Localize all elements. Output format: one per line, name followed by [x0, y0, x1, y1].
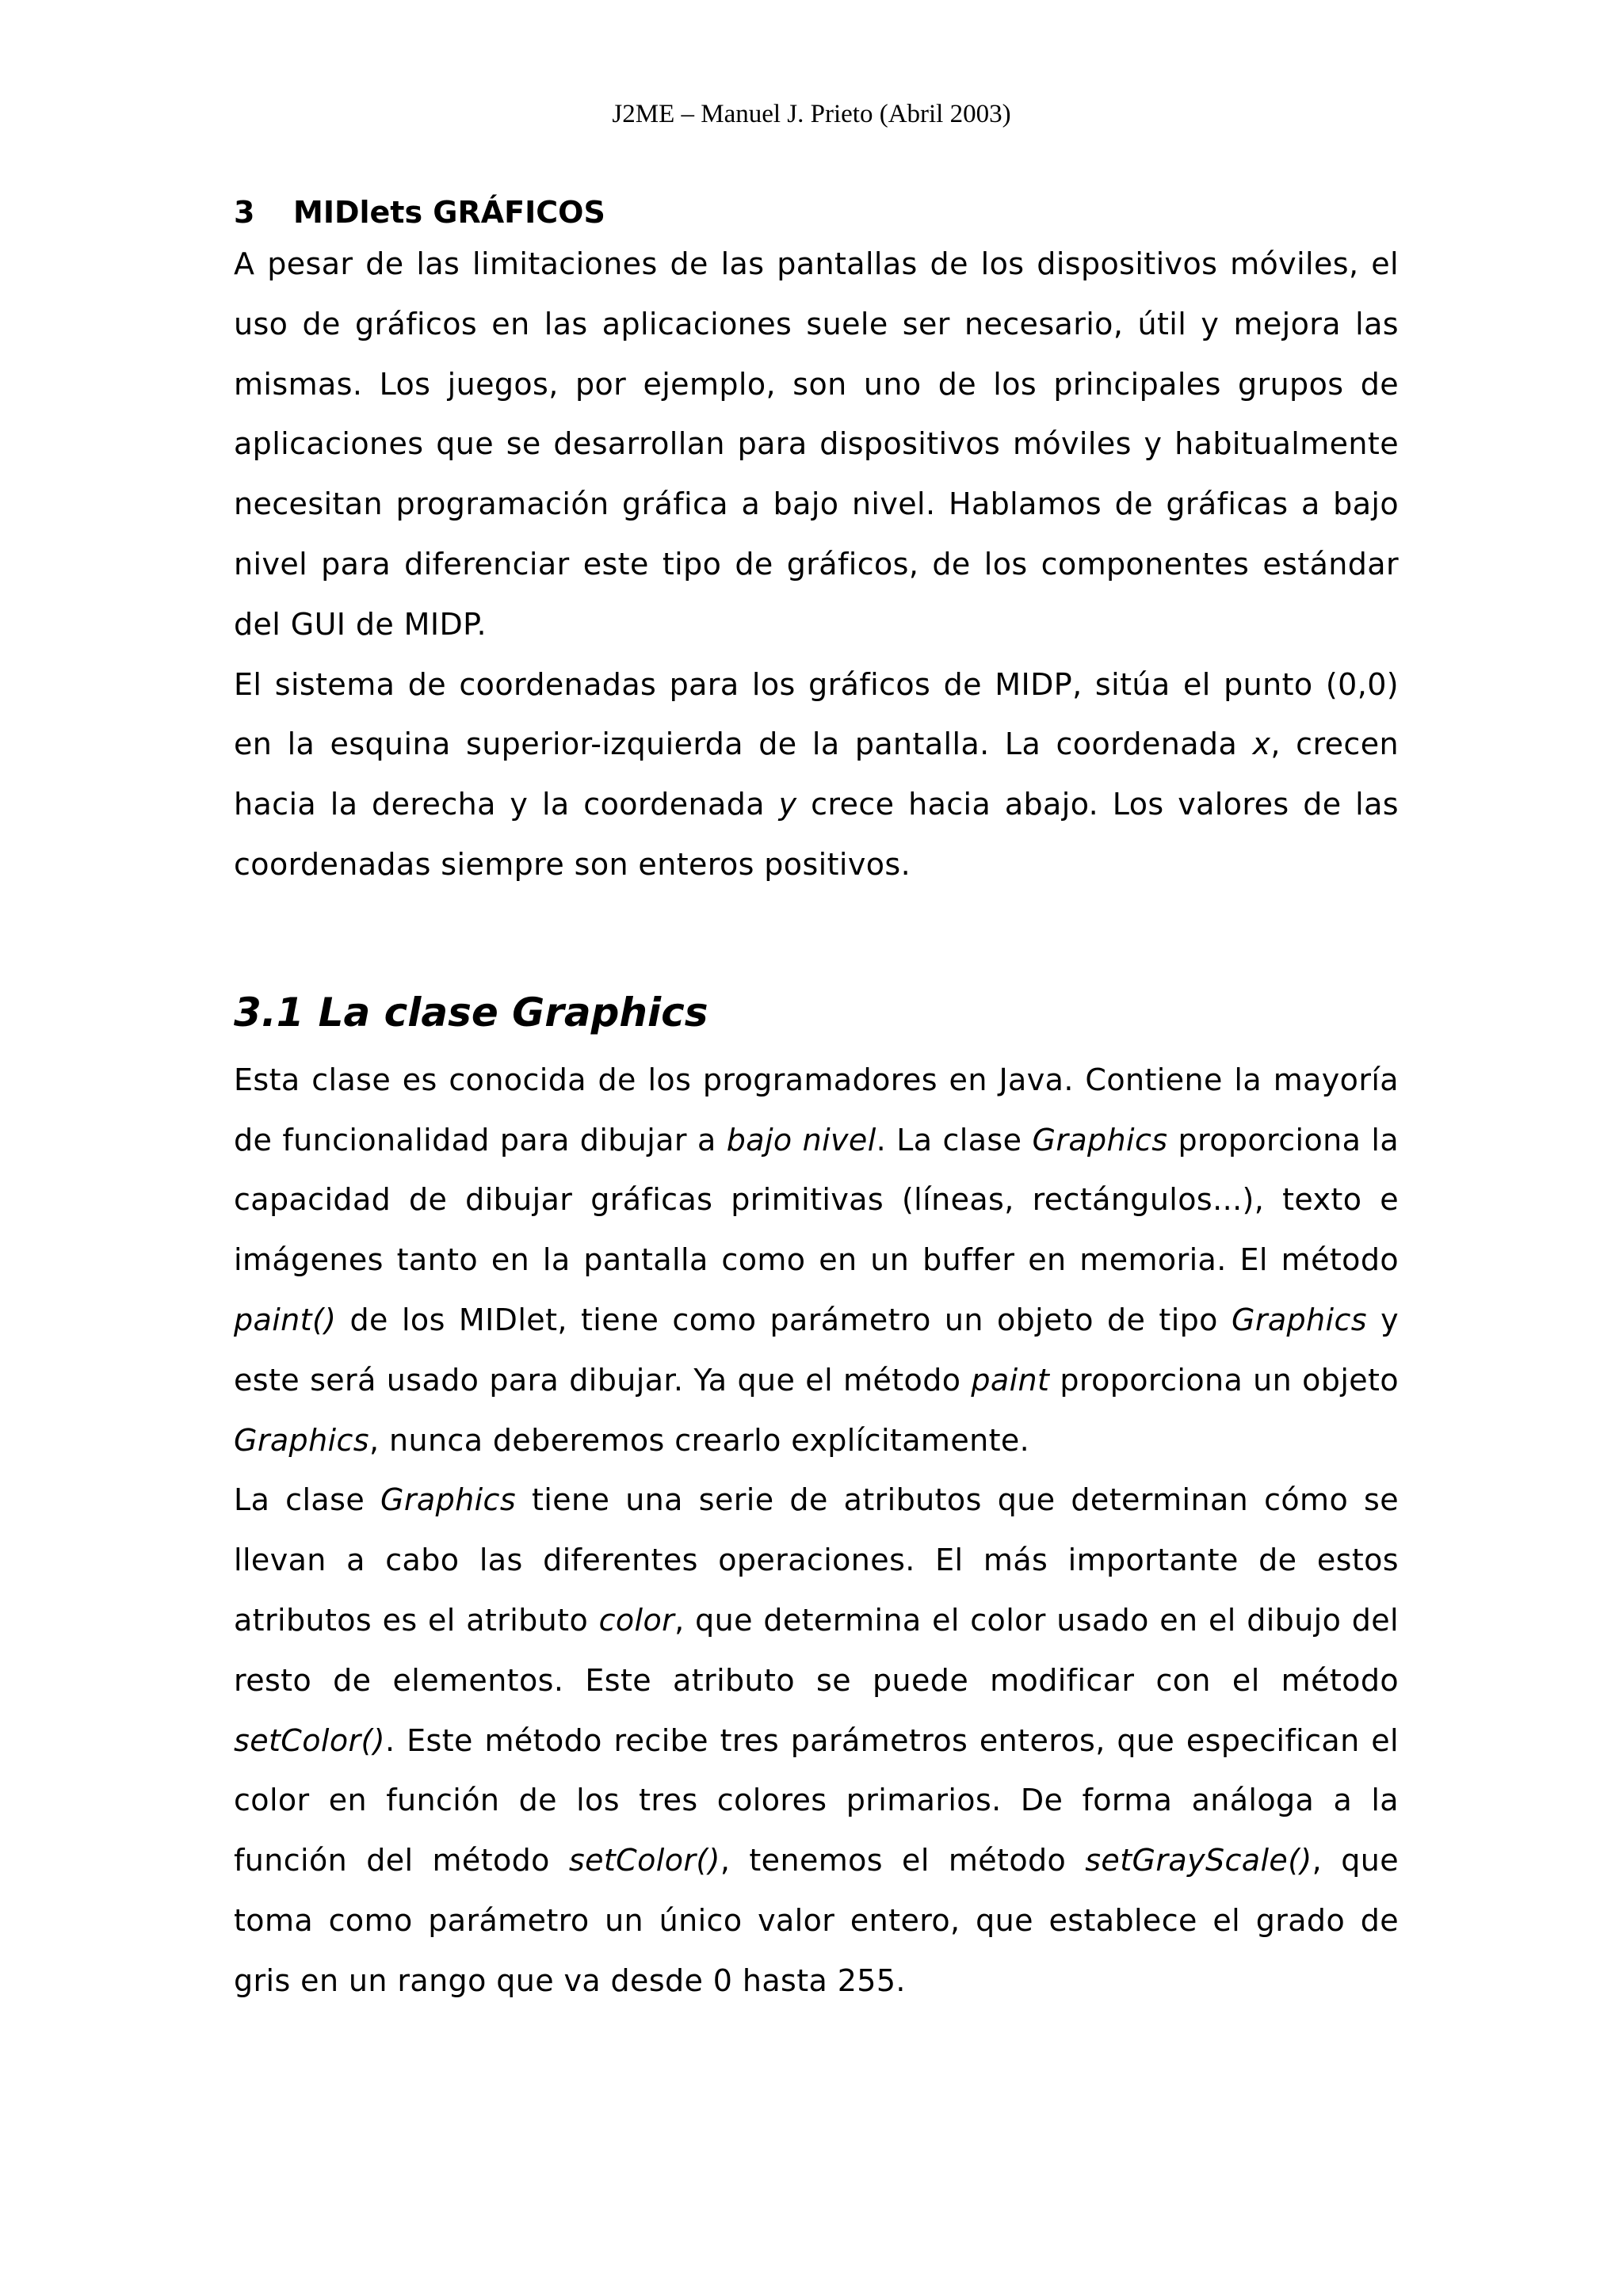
section-3-paragraph-2 — [234, 655, 1399, 895]
paragraph-text: , tenemos el método — [720, 1843, 1086, 1878]
section-3-paragraph-1 — [234, 235, 1399, 655]
section-3-1-number: 3.1 — [234, 989, 304, 1035]
italic-text: bajo nivel — [726, 1122, 876, 1158]
paragraph-text: La clase — [234, 1482, 381, 1518]
paragraph-text: . La clase — [876, 1122, 1033, 1158]
section-3-1-paragraph-1 — [234, 1051, 1399, 1471]
italic-text: setColor() — [568, 1843, 720, 1878]
section-3-1-title: La clase Graphics — [318, 989, 708, 1035]
paragraph-text: proporciona un objeto — [1049, 1362, 1399, 1398]
italic-text: setColor() — [234, 1722, 385, 1758]
section-3-1-heading — [234, 985, 1399, 1040]
section-3-title: MIDlets GRÁFICOS — [293, 195, 605, 230]
italic-text: y — [778, 787, 797, 822]
paragraph-text: , nunca deberemos crearlo explícitamente. — [369, 1422, 1030, 1458]
paragraph-text: El sistema de coordenadas para los gráficos de MIDP, sitúa el punto (0,0) en la esquina superior-izquierda de la pantalla. La coordenada — [234, 666, 1399, 762]
paragraph-text: , crecen hacia la derecha y la coordenada — [234, 727, 1399, 822]
paragraph-text: de los MIDlet, tiene como parámetro un objeto de tipo — [336, 1302, 1232, 1337]
italic-text: Graphics — [1032, 1122, 1168, 1158]
italic-text: x — [1252, 727, 1271, 762]
paragraph-text: A pesar de las limitaciones de las pantallas de los dispositivos móviles, el uso de gráficos en las aplicaciones suele ser necesario, útil y mejora las mismas. Los juegos, por ejemplo, son uno de los principales grupos de aplicaciones que se desarrollan para dispositivos móviles y habitualmente necesitan programación gráfica a bajo nivel. Hablamos de gráficas a bajo nivel para diferenciar este tipo de gráficos, de los componentes estándar del GUI de MIDP. — [234, 246, 1399, 642]
paragraph-text: crece hacia abajo. Los valores de las coordenadas siempre son enteros positivos. — [234, 787, 1400, 882]
paragraph-text: . Este método recibe tres parámetros enteros, que especifican el color en función de los tres colores primarios. De forma análoga a la función del método — [234, 1722, 1399, 1878]
italic-text: color — [598, 1602, 675, 1638]
section-3-heading — [234, 190, 1399, 235]
paragraph-text: , que toma como parámetro un único valor entero, que establece el grado de gris en un rango que va desde 0 hasta 255. — [234, 1843, 1399, 1998]
paragraph-text: , que determina el color usado en el dibujo del resto de elementos. Este atributo se puede modificar con el método — [234, 1602, 1399, 1698]
section-3-number: 3 — [234, 195, 255, 230]
paragraph-text: proporciona la capacidad de dibujar gráficas primitivas (líneas, rectángulos...), texto e imágenes tanto en la pantalla como en un buffer en memoria. El método — [234, 1122, 1400, 1278]
paragraph-text: Esta clase es conocida de los programadores en Java. Contiene la mayoría de funcionalidad para dibujar a — [234, 1062, 1399, 1158]
italic-text: Graphics — [234, 1422, 370, 1458]
italic-text: Graphics — [1231, 1302, 1367, 1337]
section-3-1-paragraph-2 — [234, 1470, 1399, 2011]
paragraph-text: y este será usado para dibujar. Ya que el método — [234, 1302, 1399, 1398]
italic-text: Graphics — [380, 1482, 517, 1518]
italic-text: paint — [971, 1362, 1050, 1398]
italic-text: paint() — [234, 1302, 337, 1337]
italic-text: setGrayScale() — [1085, 1843, 1312, 1878]
running-header: J2ME – Manuel J. Prieto (Abril 2003) — [612, 100, 1011, 128]
paragraph-text: tiene una serie de atributos que determinan cómo se llevan a cabo las diferentes operaciones. El más importante de estos atributos es el atributo — [234, 1482, 1399, 1638]
page-content — [234, 190, 1399, 2012]
